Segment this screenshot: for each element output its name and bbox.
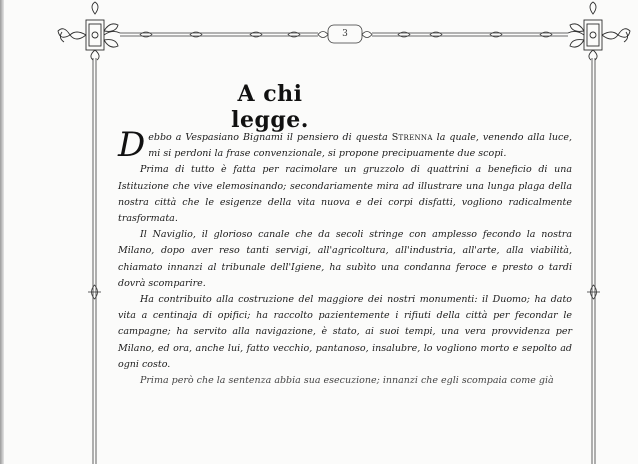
strenna-word: Strenna — [391, 132, 433, 143]
body-text — [118, 125, 572, 389]
page-number: 3 — [342, 29, 348, 39]
paragraph-1-start: ebbo a Vespasiano Bignami il pensiero di questa — [148, 132, 392, 143]
drop-cap: D — [118, 125, 146, 165]
paragraph-1 — [118, 125, 572, 165]
paragraph-2: Prima di tutto è fatta per racimolare un gruzzolo di quattrini a beneficio di una Istituzione che vive elemosinando; secondariamente mira ad illustrare una lunga plaga della nostra città che le esigenze della vita nuova e dei corpi disfatti, vogliono radicalmente trasformata. — [118, 164, 572, 225]
page-title: A chi legge. — [231, 81, 309, 133]
paragraph-5: Prima però che la sentenza abbia sua esecuzione; innanzi che egli scompaia come già — [140, 375, 554, 387]
paragraph-1-end: la quale, venendo alla luce, mi si perdoni la frase convenzionale, si propone precipuamente due scopi. — [148, 132, 572, 160]
paragraph-3: Il Naviglio, il glorioso canale che da secoli stringe con amplesso fecondo la nostra Milano, dopo aver reso tanti servigi, all'agricoltura, all'industria, all'arte, alla viabilità, chiamato innanzi al tribunale dell'Igiene, ha subìto una condanna feroce e presto o tardi dovrà scomparire. — [118, 229, 572, 289]
paragraph-4: Ha contribuito alla costruzione del maggiore dei nostri monumenti: il Duomo; ha dato vita a centinaja di opifici; ha raccolto pazientemente i rifiuti della città per fecondar le campagne; ha servito alla navigazione, è stato, ai suoi tempi, una vera provvidenza per Milano, ed ora, anche lui, fatto vecchio, pantanoso, insalubre, lo vogliono morto e sepolto ad ogni costo. — [118, 294, 572, 370]
